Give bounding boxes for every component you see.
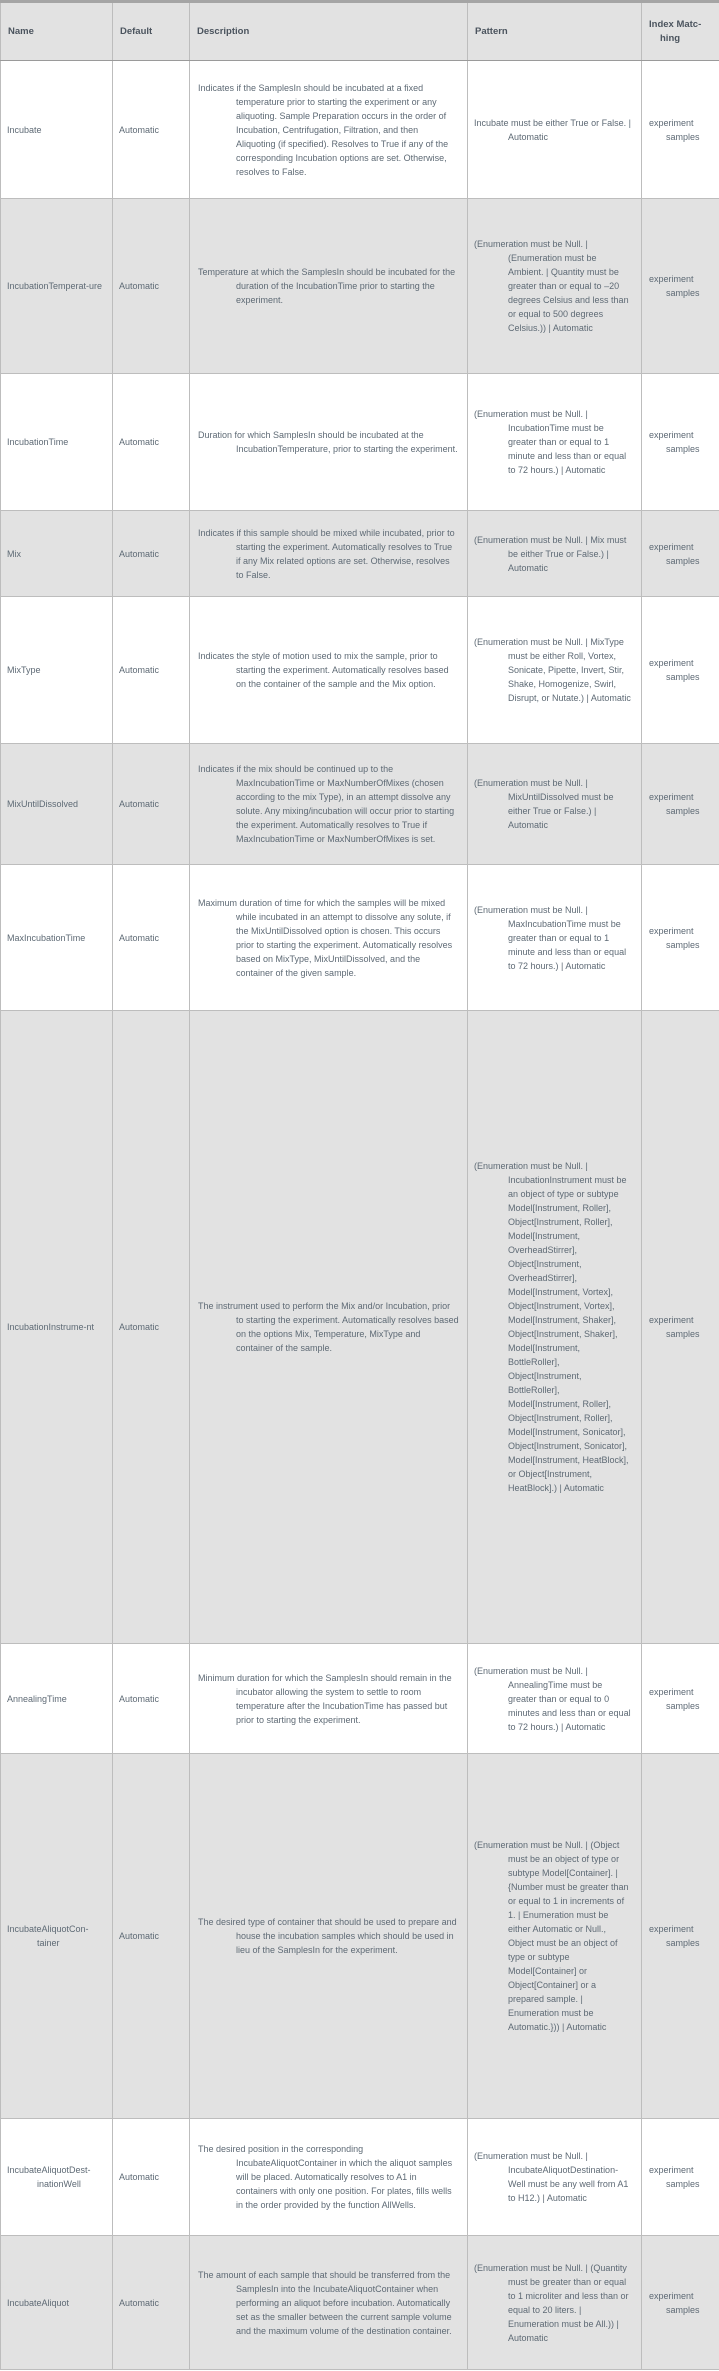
column-header-pattern: Pattern <box>468 2 642 61</box>
column-header-name: Name <box>1 2 113 61</box>
table-row <box>1 511 719 597</box>
option-pattern: (Enumeration must be Null. | MixType must be either Roll, Vortex, Sonicate, Pipette, Invert, Stir, Shake, Homogenize, Swirl, Disrupt, or Nutate.) | Automatic <box>468 597 642 744</box>
option-default: Automatic <box>113 865 190 1011</box>
option-name: MixUntilDissolved <box>1 744 113 865</box>
table-row <box>1 2119 719 2236</box>
option-name: Incubate <box>1 61 113 199</box>
option-name: IncubationTemperat-ure <box>1 199 113 374</box>
option-pattern: (Enumeration must be Null. | Mix must be either True or False.) | Automatic <box>468 511 642 597</box>
table-row <box>1 1011 719 1644</box>
option-name: Mix <box>1 511 113 597</box>
option-description: Indicates if the mix should be continued up to the MaxIncubationTime or MaxNumberOfMixes (chosen according to the mix Type), in an attempt dissolve any solute. Any mixing/incubation will occur prior to starting the experiment. Automatically resolves to True if MaxIncubationTime or MaxNumberOfMixes is set. <box>190 744 468 865</box>
option-name: IncubateAliquotCon-tainer <box>1 1754 113 2119</box>
option-pattern: (Enumeration must be Null. | MixUntilDissolved must be either True or False.) | Automatic <box>468 744 642 865</box>
option-name: MixType <box>1 597 113 744</box>
option-description: The amount of each sample that should be transferred from the SamplesIn into the IncubateAliquotContainer when performing an aliquot before incubation. Automatically set as the smaller between the current sample volume and the maximum volume of the destination container. <box>190 2236 468 2370</box>
option-default: Automatic <box>113 199 190 374</box>
option-default: Automatic <box>113 1644 190 1754</box>
table-row <box>1 199 719 374</box>
table-row <box>1 374 719 511</box>
option-name: AnnealingTime <box>1 1644 113 1754</box>
option-index-matching: experiment samples <box>642 2236 719 2370</box>
table-row <box>1 744 719 865</box>
table-row <box>1 597 719 744</box>
option-index-matching: experiment samples <box>642 61 719 199</box>
option-default: Automatic <box>113 2236 190 2370</box>
option-pattern: (Enumeration must be Null. | IncubationInstrument must be an object of type or subtype Model[Instrument, Roller], Object[Instrument, Roller], Model[Instrument, OverheadStirrer], Object[Instrument, OverheadStirrer], Model[Instrument, Vortex], Object[Instrument, Vortex], Model[Instrument, Shaker], Object[Instrument, Shaker], Model[Instrument, BottleRoller], Object[Instrument, BottleRoller], Model[Instrument, Roller], Object[Instrument, Roller], Model[Instrument, Sonicator], Object[Instrument, Sonicator], Model[Instrument, HeatBlock], or Object[Instrument, HeatBlock].) | Automatic <box>468 1011 642 1644</box>
option-name: IncubationInstrume-nt <box>1 1011 113 1644</box>
option-index-matching: experiment samples <box>642 865 719 1011</box>
option-index-matching: experiment samples <box>642 744 719 865</box>
option-pattern: (Enumeration must be Null. | IncubateAliquotDestination-Well must be any well from A1 to H12.) | Automatic <box>468 2119 642 2236</box>
option-pattern: (Enumeration must be Null. | MaxIncubationTime must be greater than or equal to 1 minute and less than or equal to 72 hours.) | Automatic <box>468 865 642 1011</box>
option-description: The instrument used to perform the Mix and/or Incubation, prior to starting the experiment. Automatically resolves based on the options Mix, Temperature, MixType and container of the sample. <box>190 1011 468 1644</box>
option-description: Indicates if the SamplesIn should be incubated at a fixed temperature prior to starting the experiment or any aliquoting. Sample Preparation occurs in the order of Incubation, Centrifugation, Filtration, and then Aliquoting (if specified). Resolves to True if any of the corresponding Incubation options are set. Otherwise, resolves to False. <box>190 61 468 199</box>
option-default: Automatic <box>113 1011 190 1644</box>
option-name: IncubateAliquot <box>1 2236 113 2370</box>
option-default: Automatic <box>113 597 190 744</box>
table-row <box>1 61 719 199</box>
option-description: Duration for which SamplesIn should be incubated at the IncubationTemperature, prior to starting the experiment. <box>190 374 468 511</box>
option-description: Temperature at which the SamplesIn should be incubated for the duration of the IncubationTime prior to starting the experiment. <box>190 199 468 374</box>
option-pattern: (Enumeration must be Null. | (Quantity must be greater than or equal to 1 microliter and less than or equal to 20 liters. | Enumeration must be All.)) | Automatic <box>468 2236 642 2370</box>
option-index-matching: experiment samples <box>642 1011 719 1644</box>
option-default: Automatic <box>113 61 190 199</box>
option-pattern: (Enumeration must be Null. | AnnealingTime must be greater than or equal to 0 minutes and less than or equal to 72 hours.) | Automatic <box>468 1644 642 1754</box>
column-header-description: Description <box>190 2 468 61</box>
option-index-matching: experiment samples <box>642 2119 719 2236</box>
option-default: Automatic <box>113 374 190 511</box>
option-index-matching: experiment samples <box>642 597 719 744</box>
option-default: Automatic <box>113 744 190 865</box>
option-default: Automatic <box>113 2119 190 2236</box>
option-description: Minimum duration for which the SamplesIn should remain in the incubator allowing the system to settle to room temperature after the IncubationTime has passed but prior to starting the experiment. <box>190 1644 468 1754</box>
option-description: The desired type of container that should be used to prepare and house the incubation samples which should be used in lieu of the SamplesIn for the experiment. <box>190 1754 468 2119</box>
table-row <box>1 865 719 1011</box>
option-description: Maximum duration of time for which the samples will be mixed while incubated in an attempt to dissolve any solute, if the MixUntilDissolved option is chosen. This occurs prior to starting the experiment. Automatically resolves based on MixType, MixUntilDissolved, and the container of the given sample. <box>190 865 468 1011</box>
table-row <box>1 2236 719 2370</box>
column-header-default: Default <box>113 2 190 61</box>
option-description: Indicates if this sample should be mixed while incubated, prior to starting the experiment. Automatically resolves to True if any Mix related options are set. Otherwise, resolves to False. <box>190 511 468 597</box>
option-pattern: (Enumeration must be Null. | IncubationTime must be greater than or equal to 1 minute and less than or equal to 72 hours.) | Automatic <box>468 374 642 511</box>
option-index-matching: experiment samples <box>642 1754 719 2119</box>
option-index-matching: experiment samples <box>642 1644 719 1754</box>
option-pattern: (Enumeration must be Null. | (Object must be an object of type or subtype Model[Container]. | {Number must be greater than or equal to 1 in increments of 1. | Enumeration must be either Automatic or Null., Object must be an object of type or subtype Model[Container] or Object[Container] or a prepared sample. | Enumeration must be Automatic.})) | Automatic <box>468 1754 642 2119</box>
option-name: IncubationTime <box>1 374 113 511</box>
option-name: IncubateAliquotDest-inationWell <box>1 2119 113 2236</box>
header-row <box>1 2 719 61</box>
table-row <box>1 1754 719 2119</box>
option-description: The desired position in the corresponding IncubateAliquotContainer in which the aliquot samples will be placed. Automatically resolves to A1 in containers with only one position. For plates, fills wells in the order provided by the function AllWells. <box>190 2119 468 2236</box>
option-index-matching: experiment samples <box>642 199 719 374</box>
option-default: Automatic <box>113 1754 190 2119</box>
option-default: Automatic <box>113 511 190 597</box>
column-header-index-matching: Index Matc-hing <box>642 2 719 61</box>
option-description: Indicates the style of motion used to mix the sample, prior to starting the experiment. Automatically resolves based on the container of the sample and the Mix option. <box>190 597 468 744</box>
option-index-matching: experiment samples <box>642 511 719 597</box>
option-name: MaxIncubationTime <box>1 865 113 1011</box>
option-pattern: (Enumeration must be Null. | (Enumeration must be Ambient. | Quantity must be greater than or equal to –20 degrees Celsius and less than or equal to 500 degrees Celsius.)) | Automatic <box>468 199 642 374</box>
option-pattern: Incubate must be either True or False. | Automatic <box>468 61 642 199</box>
table-row <box>1 1644 719 1754</box>
option-index-matching: experiment samples <box>642 374 719 511</box>
